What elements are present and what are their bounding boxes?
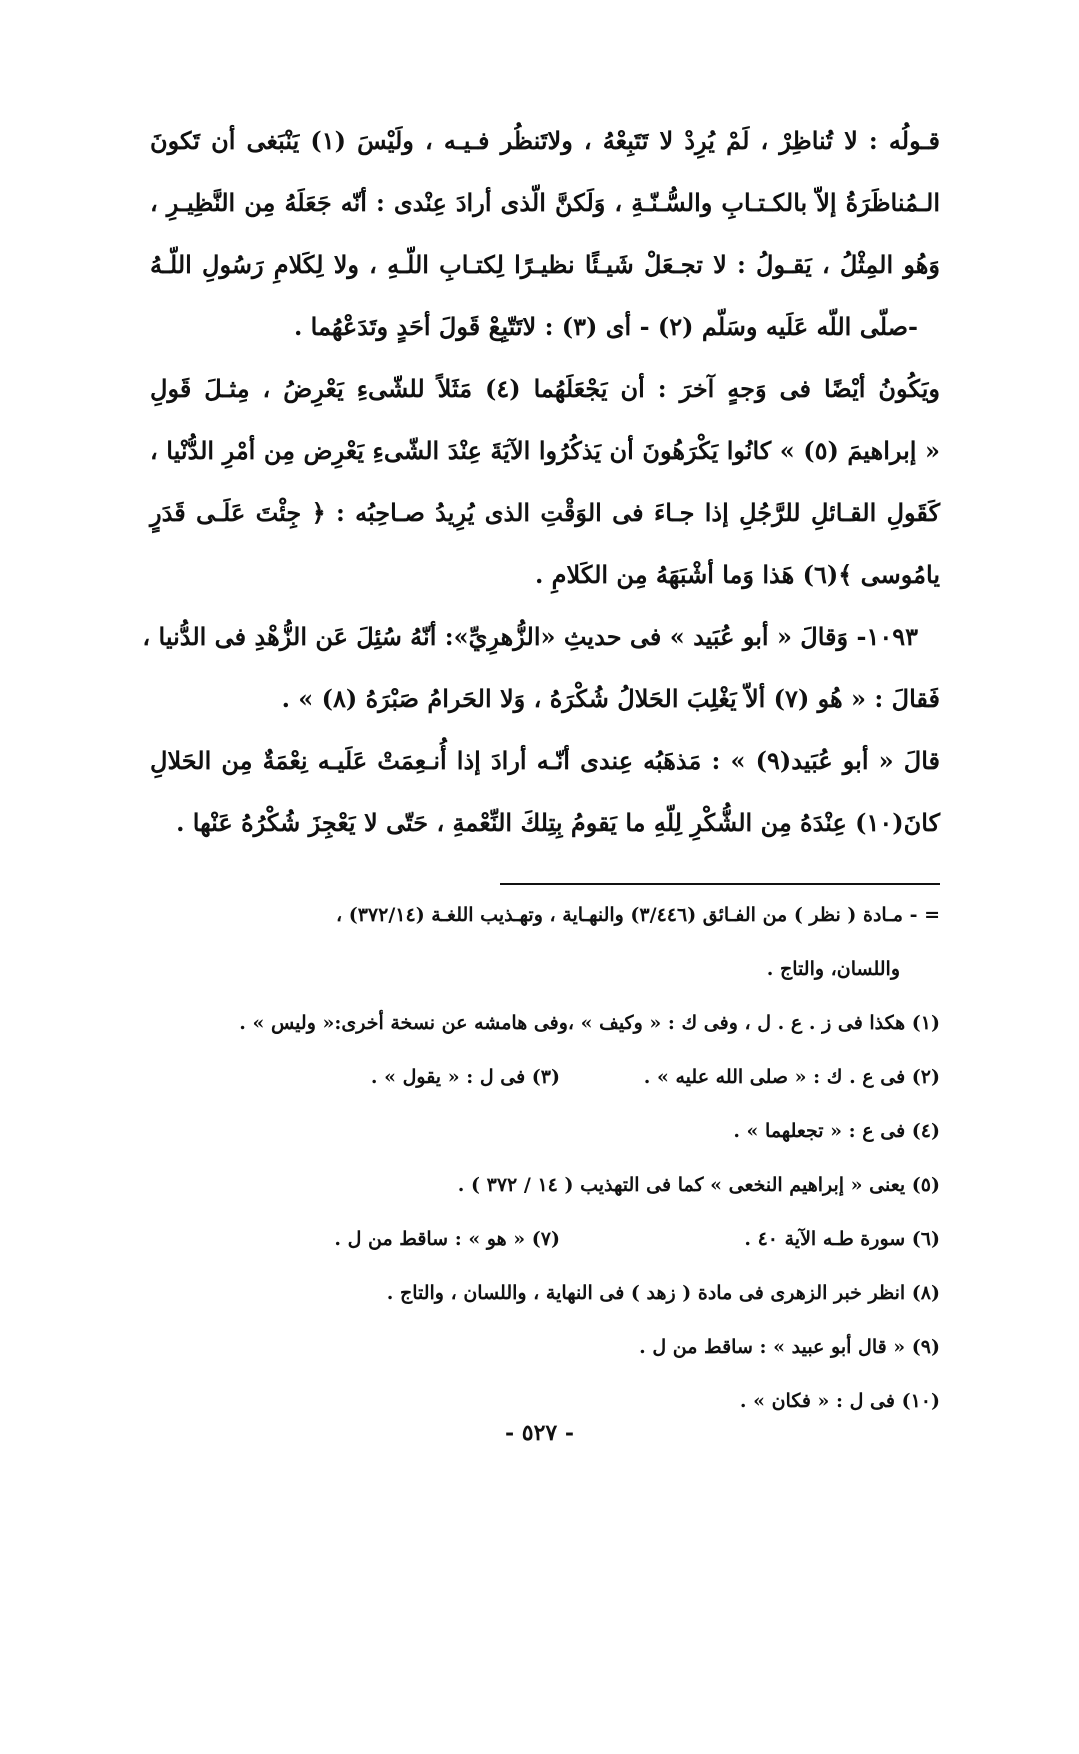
footnote-1: (١) هكذا فى ز . ع . ل ، وفى ك : « وكيف » ،وفى هامشه عن نسخة أخرى:« وليس » .: [239, 1012, 940, 1034]
footnote-row-6-7: [150, 1212, 940, 1266]
text-line-11: قالَ « أبو عُبَيد(٩) » : مَذهَبُه عِندى أنّـه أرادَ إذا أُنـعِمَتْ عَلَيـه نِعْمَةٌ مِن الحَلالِ: [150, 746, 941, 775]
text-line-2: الـمُناظَرَةُ إلاّ بالكـتـابِ والسُّـنّـةِ ، وَلَكنَّ الّذى أرادَ عِنْدى : أنّه جَعَلَهُ مِن النَّظِيـرِ ،: [150, 188, 940, 217]
text-line-6: « إبراهيمَ (٥) » كانُوا يَكْرَهُونَ أن يَذكُرُوا الآيَةَ عِنْدَ الشّىءِ يَعْرِض مِن أمْرِ الدُّنْيا ،: [150, 436, 940, 465]
text-line-4: -صلّى اللّه عَلَيه وسَلّم (٢) - أى (٣) : لاتَتّبِعْ قَولَ أحَدٍ وتَدَعْهُما .: [293, 312, 918, 341]
text-line-1: قـولُه : لا تُناظِرْ ، لَمْ يُرِدْ لا تَتَبِعْهُ ، ولاتَنظُر فـيـه ، ولَيْسَ (١) يَنْبَغى أن تَكونَ: [150, 126, 940, 155]
text-line-9: ١٠٩٣- وَقالَ « أبو عُبَيد » فى حديثِ «الزُّهرِيِّ»: أنّهُ سُئِلَ عَن الزُّهْدِ فى الدُّنيا ،: [142, 622, 918, 651]
text-line-12: كانَ(١٠) عِنْدَهُ مِن الشُّكْرِ لِلّهِ ما يَقومُ بِتِلكَ النِّعْمةِ ، حَتّى لا يَعْجِزَ شُكْرُهُ عَنْها .: [176, 808, 940, 837]
footnote-row-2-3: [150, 1050, 940, 1104]
footnotes: [150, 888, 940, 1428]
page-number: - ٥٢٧ -: [504, 1420, 575, 1446]
main-text: [142, 110, 941, 854]
footnote-8: (٨) انظر خبر الزهرى فى مادة ( زهد ) فى النهاية ، واللسان ، والتاج .: [386, 1282, 940, 1304]
text-line-3: وَهُو المِثْلُ ، يَقـولُ : لا تجـعَلْ شَيـئًا نظيـرًا لِكتـابِ اللّـهِ ، ولا لِكَلامِ رَسُولِ اللّـهُ: [150, 250, 941, 279]
text-line-10: فَقالَ : « هُو (٧) ألاّ يَغْلِبَ الحَلالُ شُكْرَهُ ، وَلا الحَرامُ صَبْرَهُ (٨) » .: [281, 684, 940, 713]
text-line-8: يامُوسى ﴾(٦) هَذا وَما أشْبَهَهُ مِن الكَلامِ .: [534, 560, 940, 589]
text-line-5: ويَكُونُ أيْضًا فى وَجهٍ آخرَ : أن يَجْعَلَهُما (٤) مَثَلاً للشّىءِ يَعْرِضُ ، مِثـلَ قَولِ: [150, 374, 940, 403]
footnote-4: (٤) فى ع : « تجعلهما » .: [733, 1120, 940, 1142]
footnote-5: (٥) يعنى « إبراهيم النخعى » كما فى التهذيب ( ١٤ / ٣٧٢ ) .: [457, 1174, 940, 1196]
footnote-2: (٢) فى ع . ك : « صلى الله عليه » .: [643, 1066, 940, 1088]
footnote-7: (٧) « هو » : ساقط من ل .: [334, 1228, 560, 1250]
footnote-9: (٩) « قال أبو عبيد » : ساقط من ل .: [639, 1336, 940, 1358]
footnote-10: (١٠) فى ل : « فكان » .: [739, 1390, 940, 1412]
footnote-separator: [500, 883, 940, 885]
footnote-continuation-end: واللسان، والتاج .: [766, 958, 900, 980]
footnote-continuation: = - مـادة ( نظر ) من الفـائق (٣/٤٤٦) والنهـاية ، وتهـذيب اللغـة (٣٧٢/١٤) ،: [335, 904, 940, 926]
footnote-6: (٦) سورة طـه الآية ٤٠ .: [744, 1228, 940, 1250]
text-line-7: كَقَولِ القـائلِ للرَّجُلِ إذا جـاءَ فى الوَقْتِ الذى يُرِيدُ صـاحِبُه : ﴿ جِئْتَ عَلَـى قَدَرٍ: [150, 498, 940, 527]
footnote-3: (٣) فى ل : « يقول » .: [370, 1066, 560, 1088]
